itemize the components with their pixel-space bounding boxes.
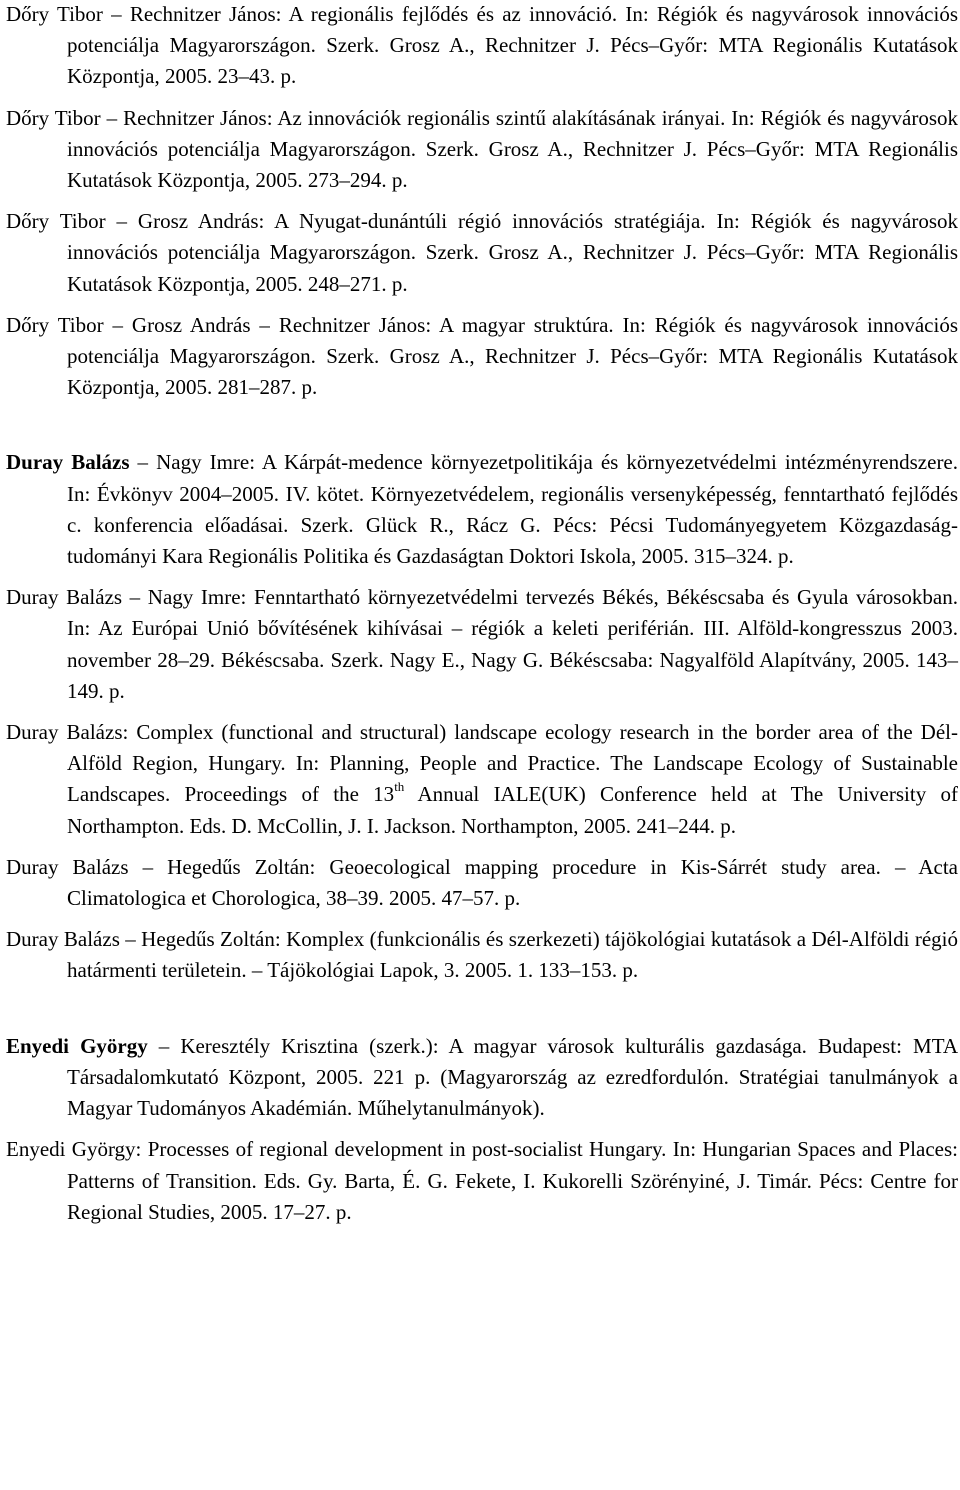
reference-entry: Dőry Tibor – Rechnitzer János: A regionális fejlődés és az innováció. In: Régiók és nagyvárosok innovációs potenciálja Magyarországon. Szerk. Grosz A., Rechnitzer J. Pécs–Győr: MTA Regionális Kutatások Központja, 2005. 23–43. p. (6, 2, 958, 89)
reference-author: Enyedi György (6, 1033, 148, 1058)
reference-entry: Dőry Tibor – Grosz András: A Nyugat-dunántúli régió innovációs stratégiája. In: Régiók és nagyvárosok innovációs potenciálja Magyarországon. Szerk. Grosz A., Rechnitzer J. Pécs–Győr: MTA Regionális Kutatások Központja, 2005. 248–271. p. (6, 209, 958, 296)
reference-entry: Enyedi György: Processes of regional development in post-socialist Hungary. In: Hungarian Spaces and Places: Patterns of Transition. Eds. Gy. Barta, É. G. Fekete, I. Kukorelli Szörényiné, J. Timár. Pécs: Centre for Regional Studies, 2005. 17–27. p. (6, 1137, 958, 1224)
reference-entry: Dőry Tibor – Grosz András – Rechnitzer János: A magyar struktúra. In: Régiók és nagyvárosok innovációs potenciálja Magyarországon. Szerk. Grosz A., Rechnitzer J. Pécs–Győr: MTA Regionális Kutatások Központja, 2005. 281–287. p. (6, 312, 958, 400)
reference-entry (6, 1031, 958, 1125)
reference-author: Duray Balázs (6, 450, 130, 475)
reference-entry: Duray Balázs – Hegedűs Zoltán: Geoecological mapping procedure in Kis-Sárrét study area. – Acta Climatologica et Chorologica, 38–39. 2005. 47–57. p. (6, 854, 958, 911)
reference-entry: Duray Balázs – Hegedűs Zoltán: Komplex (funkcionális és szerkezeti) tájökológiai kutatások a Dél-Alföldi régió határmenti területein. – Tájökológiai Lapok, 3. 2005. 1. 133–153. p. (6, 927, 958, 983)
reference-text: – Nagy Imre: A Kárpát-medence környezetpolitikája és környezetvédelmi intézményrendszere. In: Évkönyv 2004–2005. IV. kötet. Környezetvédelem, regionális versenyképesség, fenntartható fejlődés c. konferencia előadásai. Szerk. Glück R., Rácz G. Pécs: Pécsi Tudományegyetem Közgazdaság-tudományi Kara Regionális Politika és Gazdaságtan Doktori Iskola, 2005. 315–324. p. (67, 450, 959, 569)
bibliography-group-dory (6, 0, 958, 403)
reference-text: Duray Balázs: Complex (functional and structural) landscape ecology research in the border area of the Dél-Alföld Region, Hungary. In: Planning, People and Practice. The Landscape Ecology of Sustainable Landscapes. Proceedings of the 13 (6, 720, 958, 807)
reference-text: – Keresztély Krisztina (szerk.): A magyar városok kulturális gazdasága. Budapest: MTA Társadalomkutató Központ, 2005. 221 p. (Magyarország az ezredfordulón. Stratégiai tanulmányok a Magyar Tudományos Akadémián. Műhelytanulmányok). (67, 1033, 959, 1121)
bibliography-group-duray (6, 447, 958, 986)
reference-entry: Duray Balázs – Nagy Imre: Fenntartható környezetvédelmi tervezés Békés, Békéscsaba és Gyula városokban. In: Az Európai Unió bővítésének kihívásai – régiók a keleti periférián. III. Alföld-kongresszus 2003. november 28–29. Békéscsaba. Szerk. Nagy E., Nagy G. Békéscsaba: Nagyalföld Alapítvány, 2005. 143–149. p. (6, 585, 958, 703)
reference-entry: Dőry Tibor – Rechnitzer János: Az innovációk regionális szintű alakításának irányai. In: Régiók és nagyvárosok innovációs potenciálja Magyarországon. Szerk. Grosz A., Rechnitzer J. Pécs–Győr: MTA Regionális Kutatások Központja, 2005. 273–294. p. (6, 105, 958, 193)
reference-entry (6, 447, 958, 572)
reference-text-continued: Annual IALE(UK) Conference held at The University of Northampton. Eds. D. McCollin, J. I. Jackson. Northampton, 2005. 241–244. p. (67, 782, 958, 838)
reference-entry (6, 717, 958, 842)
ordinal-superscript: th (394, 779, 405, 795)
bibliography-group-enyedi (6, 1031, 958, 1228)
